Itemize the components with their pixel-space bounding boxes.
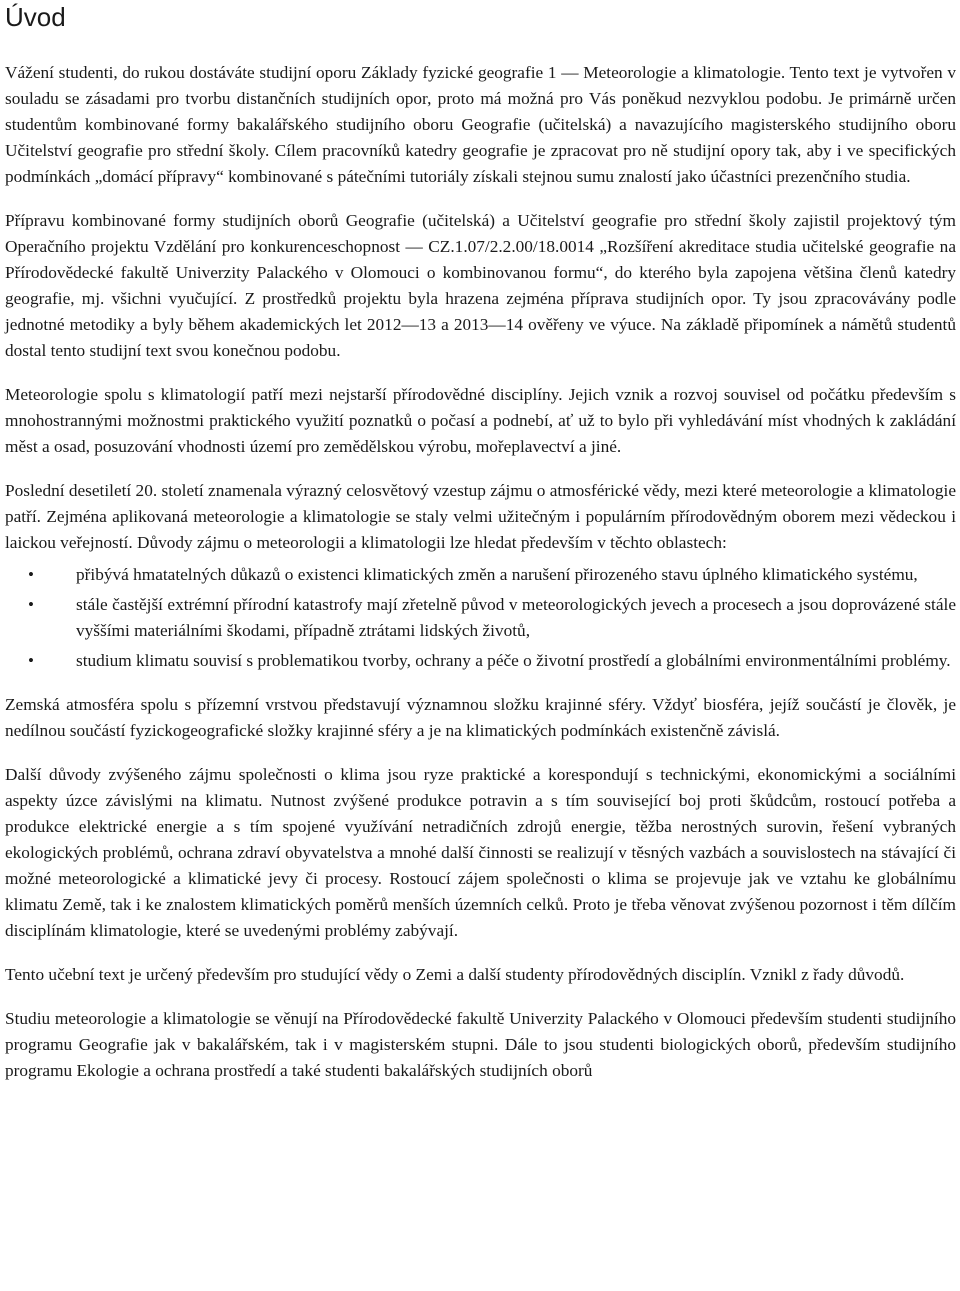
paragraph-reasons: Poslední desetiletí 20. století znamenala výrazný celosvětový vzestup zájmu o atmosférické vědy, mezi které meteorologie a klimatologie patří. Zejména aplikovaná meteorologie a klimatologie se staly velmi užitečným i populárním přírodovědným oborem mezi vědeckou i laickou veřejností. Důvody zájmu o meteorologii a klimatologii lze hledat především v těchto oblastech: xyxy=(5,481,956,552)
bullet-icon: • xyxy=(28,565,34,584)
bullet-icon: • xyxy=(28,595,34,614)
list-item-text: studium klimatu souvisí s problematikou tvorby, ochrany a péče o životní prostředí a globálními environmentálními problémy. xyxy=(76,651,951,670)
paragraph-audience: Tento učební text je určený především pro studující vědy o Zemi a další studenty přírodovědných disciplín. Vznikl z řady důvodů. xyxy=(5,965,905,984)
list-item xyxy=(5,592,956,644)
list-item xyxy=(5,562,956,588)
list-item xyxy=(5,648,956,674)
paragraph-project: Přípravu kombinované formy studijních oborů Geografie (učitelská) a Učitelství geografie pro střední školy zajistil projektový tým Operačního projektu Vzdělání pro konkurenceschopnost — CZ.1.07/2.2.00/18.0014 „Rozšíření akreditace studia učitelské geografie na Přírodovědecké fakultě Univerzity Palackého v Olomouci o kombinovanou formu“, do kterého byla zapojena většina členů katedry geografie, mj. všichni vyučující. Z prostředků projektu byla hrazena zejména příprava studijních opor. Ty jsou zpracovávány podle jednotné metodiky a byly během akademických let 2012—13 a 2013—14 ověřeny ve výuce. Na základě připomínek a námětů studentů dostal tento studijní text svou konečnou podobu. xyxy=(5,211,956,360)
paragraph-atmosphere: Zemská atmosféra spolu s přízemní vrstvou představují významnou složku krajinné sféry. Vždyť biosféra, jejíž součástí je člověk, je nedílnou součástí fyzickogeografické složky krajinné sféry a je na klimatických podmínkách existenčně závislá. xyxy=(5,695,956,740)
bullet-icon: • xyxy=(28,651,34,670)
reasons-list xyxy=(5,556,956,674)
paragraph-students: Studiu meteorologie a klimatologie se věnují na Přírodovědecké fakultě Univerzity Palackého v Olomouci především studenti studijního programu Geografie jak v bakalářském, tak i v magisterském stupni. Dále to jsou studenti biologických oborů, především studijního programu Ekologie a ochrana prostředí a také studenti bakalářských studijních oborů xyxy=(5,1009,956,1080)
paragraph-intro: Vážení studenti, do rukou dostáváte studijní oporu Základy fyzické geografie 1 — Meteorologie a klimatologie. Tento text je vytvořen v souladu se zásadami pro tvorbu distančních studijních opor, proto má možná pro Vás poněkud nezvyklou podobu. Je primárně určen studentům kombinované formy bakalářského studijního oboru Geografie (učitelská) a navazujícího magisterského studijního oboru Učitelství geografie pro střední školy. Cílem pracovníků katedry geografie je zpracovat pro ně studijní opory tak, aby i ve specifických podmínkách „domácí přípravy“ kombinované s pátečními tutoriály získali stejnou sumu znalostí jako účastníci prezenčního studia. xyxy=(5,63,956,186)
paragraph-history: Meteorologie spolu s klimatologií patří mezi nejstarší přírodovědné disciplíny. Jejich vznik a rozvoj souvisel od počátku především s mnohostrannými možnostmi praktického využití poznatků o počasí a podnebí, ať už to bylo při vyhledávání míst vhodných k zakládání měst a osad, posuzování vhodnosti území pro zemědělskou výrobu, mořeplavectví a jiné. xyxy=(5,385,956,456)
list-item-text: přibývá hmatatelných důkazů o existenci klimatických změn a narušení přirozeného stavu úplného klimatického systému, xyxy=(76,565,918,584)
paragraph-practical-reasons: Další důvody zvýšeného zájmu společnosti o klima jsou ryze praktické a korespondují s technickými, ekonomickými a sociálními aspekty úzce závislými na klimatu. Nutnost zvýšené produkce potravin a s tím související boj proti škůdcům, rostoucí potřeba a produkce elektrické energie a s tím spojené využívání netradičních zdrojů energie, těžba nerostných surovin, řešení vybraných ekologických problémů, ochrana zdraví obyvatelstva a mnohé další činnosti se realizují v těsných vazbách a souvislostech na stávající či možné meteorologické a klimatické jevy či procesy. Rostoucí zájem společnosti o klima se projevuje jak ve vztahu ke globálnímu klimatu Země, tak i ke znalostem klimatických poměrů menších územních celků. Proto je třeba věnovat zvýšenou pozornost i těm dílčím disciplínám klimatologie, které se uvedenými problémy zabývají. xyxy=(5,765,956,940)
page-title: Úvod xyxy=(5,2,66,32)
list-item-text: stále častější extrémní přírodní katastrofy mají zřetelně původ v meteorologických jevech a procesech a jsou doprovázené stále vyššími materiálními škodami, případně ztrátami lidských životů, xyxy=(76,595,956,640)
